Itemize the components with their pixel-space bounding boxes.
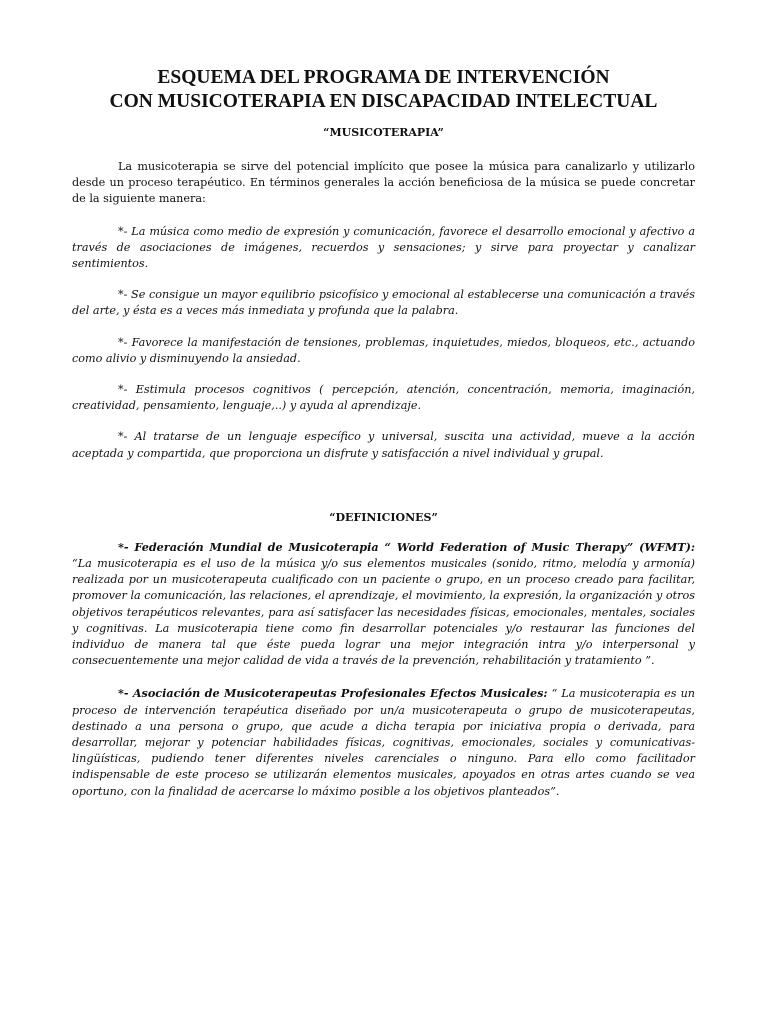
benefit-item-2: *- Se consigue un mayor equilibrio psicofísico y emocional al establecerse una comunicación a través del arte, y ésta es a veces más inmediata y profunda que la palabra.	[72, 288, 695, 318]
document-title-line-1: ESQUEMA DEL PROGRAMA DE INTERVENCIÓN	[157, 67, 610, 88]
section-heading-definiciones: “DEFINICIONES”	[329, 510, 438, 524]
definition-amp-text-start: “ La musicoterapia	[547, 687, 661, 701]
definition-wfmt-source: *- Federación Mundial de Musicoterapia “ World Federation of Music Therapy” (WFMT):	[118, 539, 695, 554]
intro-paragraph: La musicoterapia se sirve del potencial implícito que posee la música para canalizarlo y utilizarlo desde un proceso terapéutico. En términos generales la acción beneficiosa de la música se puede concretar de la siguiente manera:	[72, 160, 695, 206]
definition-amp	[72, 685, 695, 799]
benefit-item-1: *- La música como medio de expresión y comunicación, favorece el desarrollo emocional y afectivo a través de asociaciones de imágenes, recuerdos y sensaciones; y sirve para proyectar y canalizar sentimientos.	[72, 224, 695, 271]
benefit-item-3: *- Favorece la manifestación de tensiones, problemas, inquietudes, miedos, bloqueos, etc., actuando como alivio y disminuyendo la ansiedad.	[72, 335, 695, 365]
document-page	[72, 66, 695, 800]
definition-amp-source: *- Asociación de Musicoterapeutas Profesionales Efectos Musicales:	[118, 686, 548, 701]
definition-wfmt	[72, 539, 695, 670]
section-heading-musicoterapia: “MUSICOTERAPIA”	[323, 126, 444, 139]
definition-wfmt-text: “La musicoterapia es el uso de la música y/o sus elementos musicales (sonido, ritmo, melodía y armonía) realizada por un musicoterapeuta cualificado con un paciente o grupo, en un proceso creado para facilitar, promover la comunicación, las relaciones, el aprendizaje, el movimiento, la expresión, la organización y otros objetivos terapéuticos relevantes, para así satisfacer las necesidades físicas, emocionales, mentales, sociales y cognitivas. La musicoterapia tiene como fin desarrollar potenciales y/o restaurar las funciones del individuo de manera tal que éste pueda lograr una mejor integración intra y/o interpersonal y consecuentemente una mejor calidad de vida a través de la prevención, rehabilitación y tratamiento ”.	[72, 557, 695, 668]
benefit-item-5: *- Al tratarse de un lenguaje específico y universal, suscita una actividad, mueve a la acción aceptada y compartida, que proporciona un disfrute y satisfacción a nivel individual y grupal.	[72, 430, 695, 460]
document-title-line-2: CON MUSICOTERAPIA EN DISCAPACIDAD INTELECTUAL	[109, 91, 658, 112]
benefit-item-4: *- Estimula procesos cognitivos ( percepción, atención, concentración, memoria, imaginación, creatividad, pensamiento, lenguaje,..) y ayuda al aprendizaje.	[72, 383, 695, 413]
definition-amp-text: es un proceso de intervención terapéutica diseñado por un/a musicoterapeuta o grupo de musicoterapeutas, destinado a una persona o grupo, que acude a dicha terapia por iniciativa propia o derivada, para desarrollar, mejorar y potenciar habilidades físicas, cognitivas, emocionales, sociales y comunicativas-lingüísticas, pudiendo tener diferentes niveles carenciales o ninguno. Para ello como facilitador indispensable de este proceso se utilizarán elementos musicales, apoyados en otras artes cuando se vea oportuno, con la finalidad de acercarse lo máximo posible a los objetivos planteados”.	[72, 687, 695, 798]
